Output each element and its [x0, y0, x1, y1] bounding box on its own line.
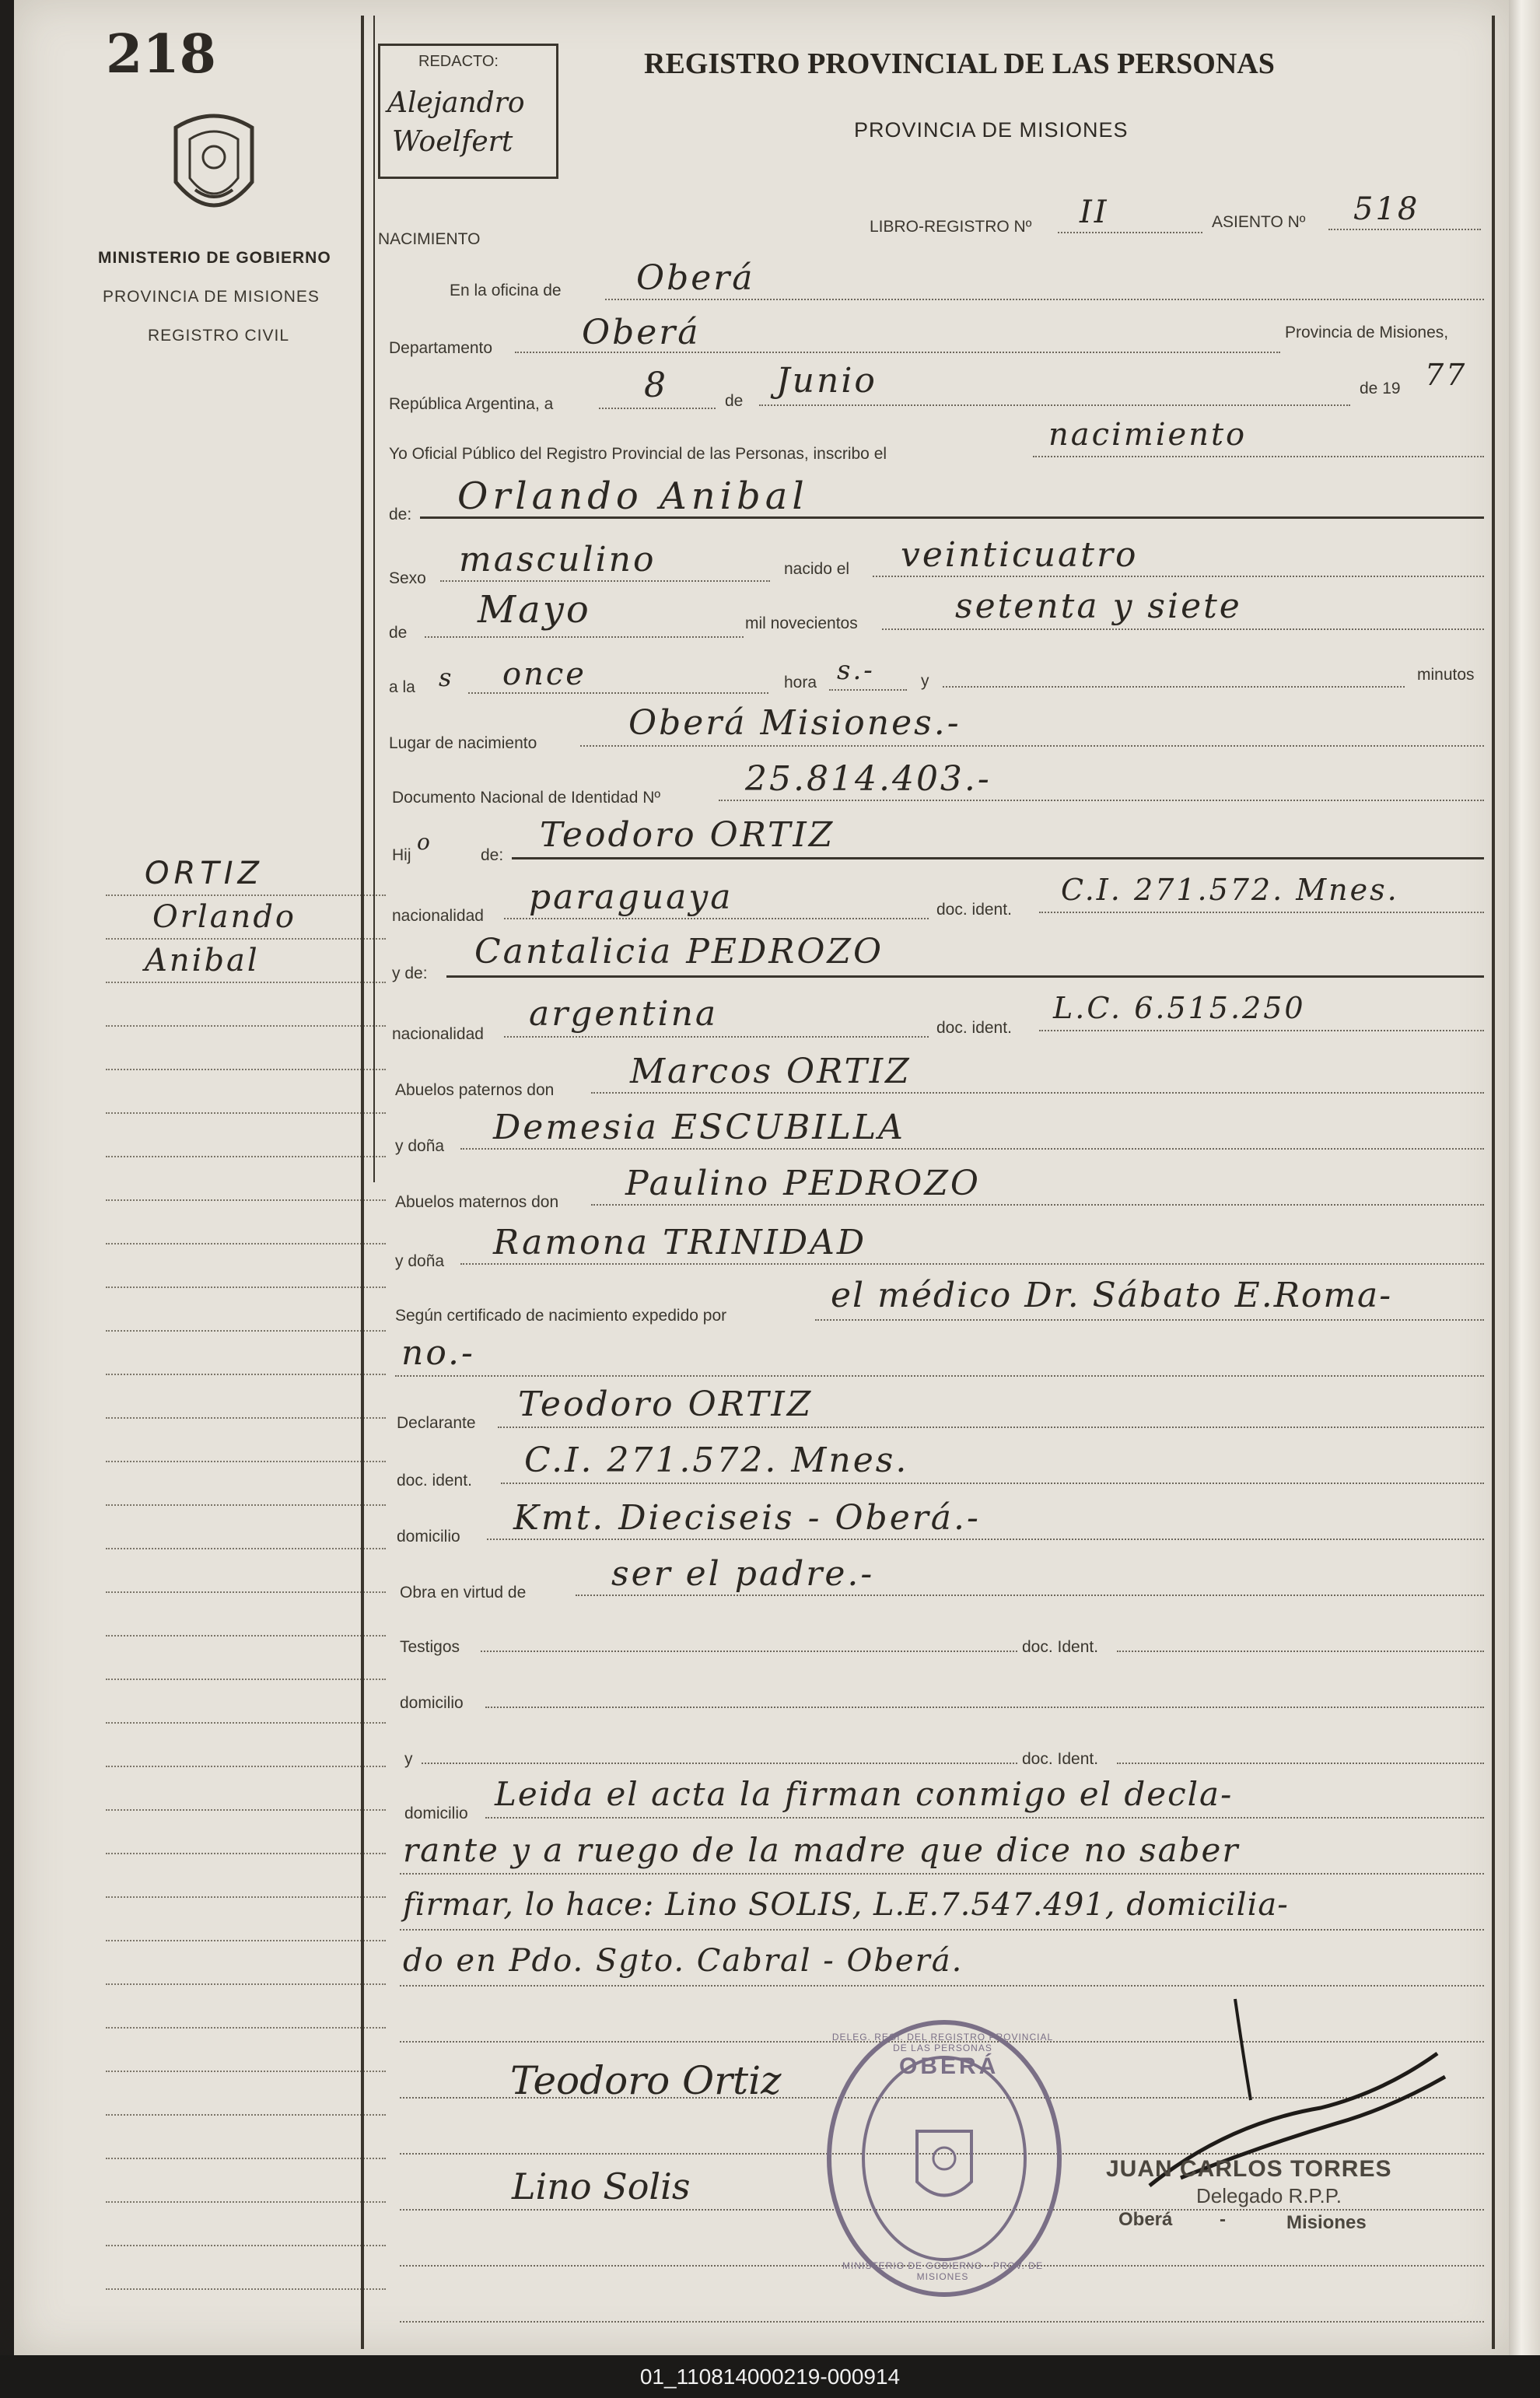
asiento-label: ASIENTO Nº: [1212, 213, 1306, 231]
registry-subtitle: PROVINCIA DE MISIONES: [854, 118, 1129, 142]
hora-s: s.-: [837, 655, 875, 686]
nombre-value: Orlando Anibal: [457, 474, 809, 518]
provincia-label: Provincia de Misiones,: [1285, 324, 1449, 341]
certificado-label: Según certificado de nacimiento expedido por: [395, 1307, 727, 1325]
inscripcion-anio: 77: [1425, 358, 1468, 392]
padre-value: Teodoro ORTIZ: [540, 815, 835, 855]
testigo2-y-label: y: [404, 1750, 413, 1768]
signature-testigo: Lino Solis: [512, 2165, 691, 2207]
stamp-ring-text: DELEG. REGI. DEL REGISTRO PROVINCIAL DE LAS PERSONAS: [831, 2032, 1054, 2053]
hijo-label: Hij: [392, 846, 411, 864]
madre-nac-label: nacionalidad: [392, 1025, 484, 1043]
abuela-paterna-label: y doña: [395, 1137, 445, 1155]
testigos-label: Testigos: [400, 1638, 460, 1656]
civil-registry-label: REGISTRO CIVIL: [148, 327, 290, 345]
nota-linea-4: do en Pdo. Sgto. Cabral - Oberá.: [403, 1943, 964, 1979]
padre-doc-label: doc. ident.: [936, 901, 1012, 919]
official-role: Delegado R.P.P.: [1196, 2184, 1342, 2207]
testigo2-domicilio-label: domicilio: [404, 1805, 468, 1822]
dni-value: 25.814.403.-: [745, 759, 992, 799]
page-edge: [1509, 0, 1540, 2355]
padre-nac-value: paraguaya: [529, 877, 733, 917]
sexo-label: Sexo: [389, 569, 426, 587]
nac-mes-label: de: [389, 624, 408, 642]
redacto-name-1: Alejandro: [387, 87, 525, 119]
left-margin-rule: [361, 16, 364, 2349]
official-city: Oberá: [1118, 2209, 1173, 2230]
footer-bar: [0, 2355, 1540, 2398]
hora-label: hora: [784, 674, 817, 691]
asiento-value: 518: [1353, 191, 1420, 227]
ala-s: s: [439, 663, 454, 692]
declarante-doc-value: C.I. 271.572. Mnes.: [524, 1441, 909, 1480]
nacimiento-label: NACIMIENTO: [378, 230, 481, 248]
madre-nac-value: argentina: [529, 994, 719, 1034]
libro-label: LIBRO-REGISTRO Nº: [870, 218, 1032, 236]
nota-linea-1: Leida el acta la firman conmigo el decla-: [495, 1775, 1234, 1813]
domicilio-label: domicilio: [397, 1528, 460, 1546]
oficina-label: En la oficina de: [450, 282, 562, 299]
testigo2-doc-label: doc. Ident.: [1022, 1750, 1099, 1768]
domicilio-value: Kmt. Dieciseis - Oberá.-: [513, 1498, 981, 1538]
signature-declarante: Teodoro Ortiz: [510, 2058, 782, 2103]
republica-label: República Argentina, a: [389, 395, 554, 413]
page-number: 218: [106, 23, 216, 86]
redacto-label: REDACTO:: [418, 53, 499, 70]
lugar-label: Lugar de nacimiento: [389, 734, 537, 752]
certificado-value-2: no.-: [401, 1333, 475, 1373]
stamp-center-text: OBERÁ: [899, 2053, 999, 2079]
madre-value: Cantalicia PEDROZO: [474, 932, 884, 971]
testigos-doc-label: doc. Ident.: [1022, 1638, 1099, 1656]
inscripcion-anio-label: de 19: [1360, 380, 1401, 397]
nota-linea-2: rante y a ruego de la madre que dice no saber: [403, 1831, 1240, 1869]
abuela-paterna-value: Demesia ESCUBILLA: [493, 1108, 905, 1147]
madre-label: y de:: [392, 964, 428, 982]
madre-doc-value: L.C. 6.515.250: [1053, 991, 1306, 1025]
certificado-value-1: el médico Dr. Sábato E.Roma-: [831, 1276, 1393, 1315]
document-page: [14, 0, 1509, 2355]
abuela-materna-label: y doña: [395, 1252, 445, 1270]
sexo-value: masculino: [459, 540, 656, 579]
testigo1-domicilio-label: domicilio: [400, 1694, 464, 1712]
lugar-value: Oberá Misiones.-: [628, 703, 961, 743]
minutos-label: minutos: [1417, 666, 1475, 684]
departamento-value: Oberá: [582, 313, 701, 352]
abuela-materna-value: Ramona TRINIDAD: [493, 1223, 867, 1262]
official-province: Misiones: [1286, 2212, 1367, 2233]
nacido-label: nacido el: [784, 560, 850, 578]
footer-id: 01_110814000219-000914: [639, 2365, 901, 2389]
hora-value: once: [502, 656, 586, 692]
dni-label: Documento Nacional de Identidad Nº: [392, 789, 661, 807]
declarante-label: Declarante: [397, 1414, 476, 1432]
y-label: y: [921, 672, 929, 690]
oficina-value: Oberá: [636, 258, 755, 298]
abuelo-paterno-value: Marcos ORTIZ: [630, 1052, 912, 1091]
obra-label: Obra en virtud de: [400, 1584, 527, 1602]
hijo-o: o: [417, 829, 432, 855]
official-dash: -: [1220, 2209, 1226, 2230]
nac-mes-value: Mayo: [478, 588, 591, 632]
padre-doc-value: C.I. 271.572. Mnes.: [1061, 873, 1399, 907]
abuelo-materno-value: Paulino PEDROZO: [625, 1164, 982, 1203]
hijo-de-label: de:: [481, 846, 504, 864]
inner-left-rule: [373, 16, 375, 1182]
nota-linea-3: firmar, lo hace: Lino SOLIS, L.E.7.547.491, domicilia-: [403, 1887, 1289, 1923]
ala-label: a la: [389, 678, 415, 696]
padre-nac-label: nacionalidad: [392, 907, 484, 925]
coat-of-arms-icon: [160, 104, 268, 229]
inscribo-label: Yo Oficial Público del Registro Provincial de las Personas, inscribo el: [389, 445, 887, 463]
inscripcion-dia: 8: [644, 366, 668, 405]
inscripcion-de-label: de: [725, 392, 744, 410]
departamento-label: Departamento: [389, 339, 493, 357]
right-frame-rule: [1492, 16, 1495, 2349]
margin-note-name1: Orlando: [152, 899, 297, 935]
stamp-ring-text-2: MINISTERIO DE GOBIERNO · PROV. DE MISIONES: [842, 2260, 1043, 2282]
inscribo-value: nacimiento: [1048, 417, 1248, 453]
nac-anio-value: setenta y siete: [955, 586, 1242, 626]
madre-doc-label: doc. ident.: [936, 1019, 1012, 1037]
inscripcion-mes: Junio: [776, 361, 877, 401]
mil-novecientos-label: mil novecientos: [745, 614, 858, 632]
abuelos-paternos-label: Abuelos paternos don: [395, 1081, 555, 1099]
libro-value: II: [1080, 194, 1109, 230]
province-label: PROVINCIA DE MISIONES: [103, 288, 320, 306]
nacido-value: veinticuatro: [901, 535, 1139, 575]
abuelos-maternos-label: Abuelos maternos don: [395, 1193, 559, 1211]
declarante-doc-label: doc. ident.: [397, 1472, 472, 1490]
declarante-value: Teodoro ORTIZ: [518, 1385, 814, 1424]
registry-title: REGISTRO PROVINCIAL DE LAS PERSONAS: [644, 47, 1275, 80]
official-name: JUAN CARLOS TORRES: [1106, 2156, 1392, 2182]
obra-value: ser el padre.-: [611, 1554, 875, 1594]
nombre-label: de:: [389, 506, 412, 523]
margin-note-surname: ORTIZ: [145, 856, 264, 891]
ministry-label: MINISTERIO DE GOBIERNO: [98, 249, 331, 267]
margin-note-name2: Anibal: [145, 943, 260, 978]
redacto-name-2: Woelfert: [392, 126, 513, 158]
